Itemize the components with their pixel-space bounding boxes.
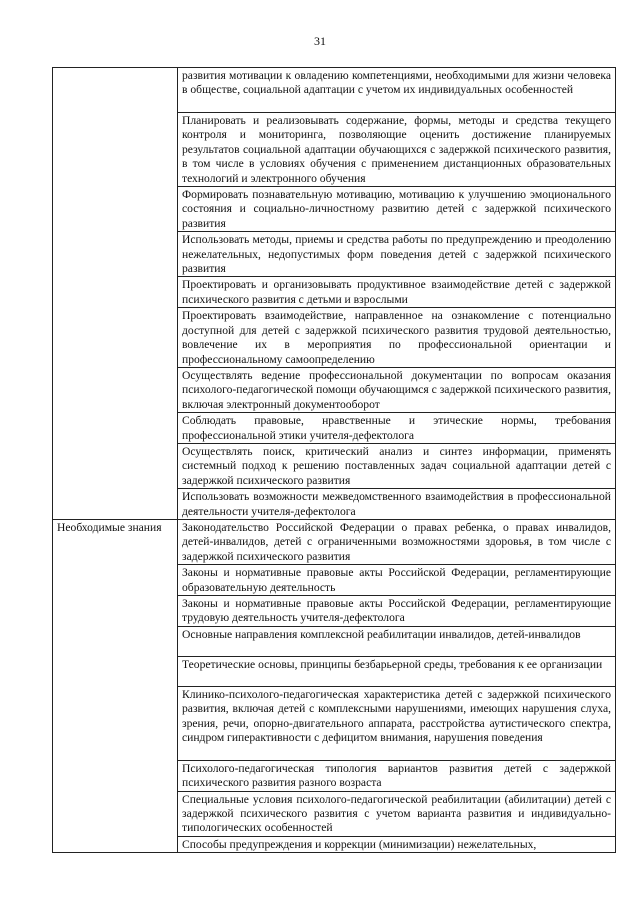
table-cell: Законодательство Российской Федерации о правах ребенка, о правах инвалидов, детей-инвалидов, детей с ограниченными возможностями здоровья, в том числе с задержкой психического развития (178, 519, 616, 564)
page-number: 31 (314, 34, 326, 48)
table-cell: Формировать познавательную мотивацию, мотивацию к улучшению эмоционального состояния и социально-личностному развитию детей с задержкой психического развития (178, 187, 616, 232)
table-cell: развития мотивации к овладению компетенциями, необходимыми для жизни человека в обществе, социальной адаптации с учетом их индивидуальных особенностей (178, 68, 616, 113)
table-cell: Проектировать взаимодействие, направленное на ознакомление с потенциально доступной для детей с задержкой психического развития трудовой деятельностью, вовлечение их в мероприятия по профессиональной ориентации и профессиональному самоопределению (178, 308, 616, 368)
table-row (53, 68, 616, 113)
table-cell: Законы и нормативные правовые акты Российской Федерации, регламентирующие трудовую деятельность учителя-дефектолога (178, 596, 616, 627)
table-cell: Соблюдать правовые, нравственные и этические нормы, требования профессиональной этики учителя-дефектолога (178, 413, 616, 444)
table-cell: Осуществлять поиск, критический анализ и синтез информации, применять системный подход к решению поставленных задач социальной адаптации детей с задержкой психического развития (178, 443, 616, 488)
table-cell: Клинико-психолого-педагогическая характеристика детей с задержкой психического развития, включая детей с комплексными нарушениями, имеющих нарушения слуха, зрения, речи, опорно-двигательного аппарата, расстройства аутистического спектра, синдром гиперактивности с дефицитом внимания, нарушения поведения (178, 686, 616, 760)
table-cell: Психолого-педагогическая типология вариантов развития детей с задержкой психического развития разного возраста (178, 760, 616, 791)
table-cell: Осуществлять ведение профессиональной документации по вопросам оказания психолого-педагогической помощи обучающимся с задержкой психического развития, включая электронный документооборот (178, 367, 616, 412)
skills-label-cell (53, 68, 178, 520)
table-row (53, 519, 616, 564)
table-cell: Теоретические основы, принципы безбарьерной среды, требования к ее организации (178, 656, 616, 686)
table-cell: Использовать методы, приемы и средства работы по предупреждению и преодолению нежелательных, недопустимых форм поведения детей с задержкой психического развития (178, 232, 616, 277)
table-cell: Способы предупреждения и коррекции (минимизации) нежелательных, (178, 836, 616, 852)
table-cell: Основные направления комплексной реабилитации инвалидов, детей-инвалидов (178, 626, 616, 656)
table-cell: Планировать и реализовывать содержание, формы, методы и средства текущего контроля и мониторинга, позволяющие оценить достижение планируемых результатов социальной адаптации обучающихся с задержкой психического развития, в том числе в условиях обучения с применением дистанционных образовательных технологий и электронного обучения (178, 113, 616, 187)
table-cell: Специальные условия психолого-педагогической реабилитации (абилитации) детей с задержкой психического развития с учетом варианта развития и индивидуально-типологических особенностей (178, 791, 616, 836)
table-cell: Использовать возможности межведомственного взаимодействия в профессиональной деятельности учителя-дефектолога (178, 489, 616, 520)
knowledge-label: Необходимые знания (53, 519, 178, 852)
competency-table (52, 67, 616, 853)
table-cell: Проектировать и организовывать продуктивное взаимодействие детей с задержкой психического развития с детьми и взрослыми (178, 277, 616, 308)
table-cell: Законы и нормативные правовые акты Российской Федерации, регламентирующие образовательную деятельность (178, 565, 616, 596)
